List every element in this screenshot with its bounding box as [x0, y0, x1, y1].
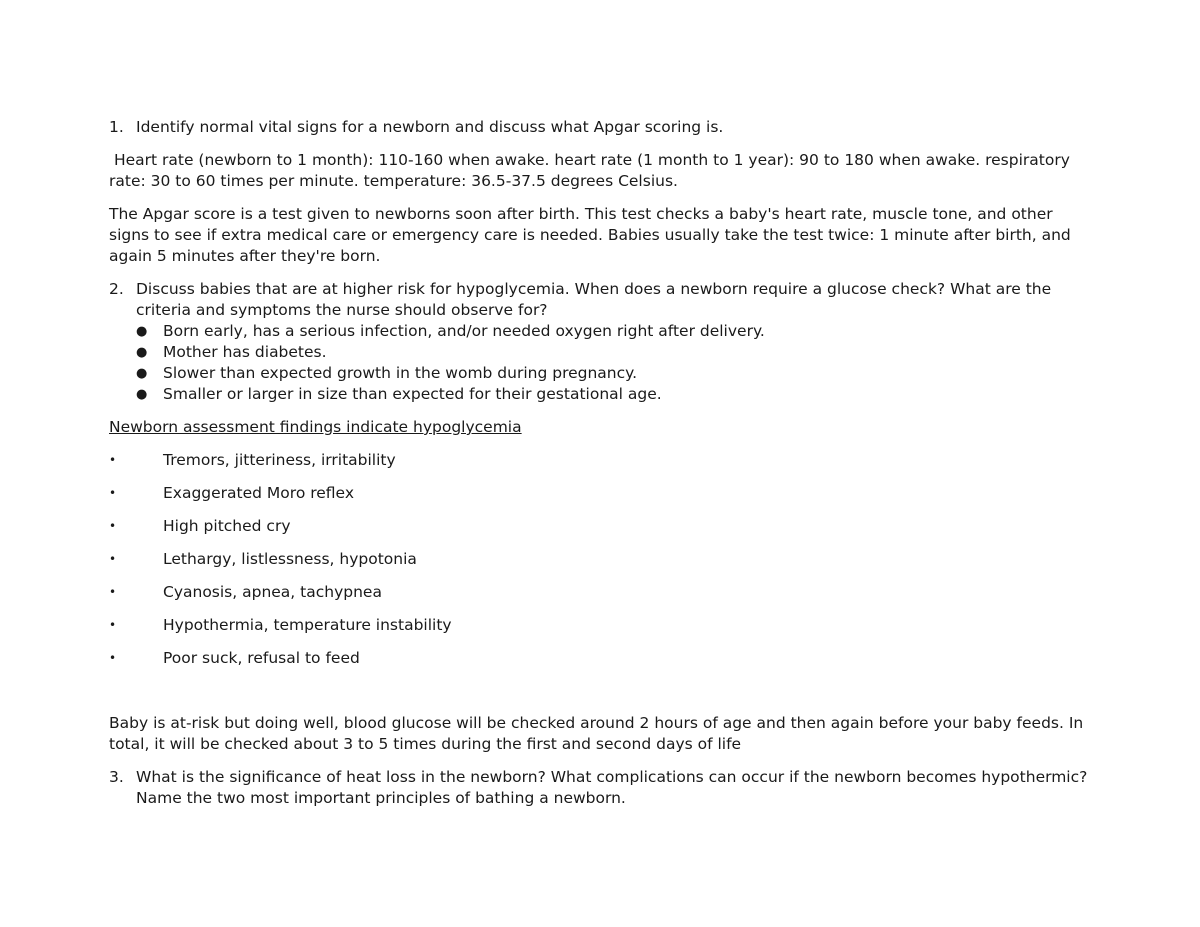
risk-factor-list: [109, 321, 1094, 405]
list-item: • Cyanosis, apnea, tachypnea: [109, 583, 382, 601]
question-3-text: What is the significance of heat loss in the newborn? What complications can occur if the newborn becomes hypothermic? Name the two most important principles of bathing a newborn.: [136, 768, 1088, 807]
bullet-icon: ●: [136, 345, 148, 360]
question-1: [109, 117, 1094, 138]
list-item: • Poor suck, refusal to feed: [109, 649, 360, 667]
document-page: [109, 117, 1094, 809]
question-3-number: 3.: [109, 768, 124, 786]
apgar-paragraph: The Apgar score is a test given to newborns soon after birth. This test checks a baby's heart rate, muscle tone, and other signs to see if extra medical care or emergency care is needed. Babies usually take the test twice: 1 minute after birth, and again 5 minutes after they're born.: [109, 205, 1071, 265]
question-2: [109, 279, 1094, 321]
question-1-text: Identify normal vital signs for a newborn and discuss what Apgar scoring is.: [136, 118, 724, 136]
bullet-icon: •: [109, 453, 117, 467]
list-item: ● Smaller or larger in size than expected for their gestational age.: [136, 385, 662, 403]
bullet-icon: •: [109, 552, 117, 566]
list-item: • Tremors, jitteriness, irritability: [109, 451, 396, 469]
bullet-icon: •: [109, 651, 117, 665]
question-3: [109, 767, 1094, 809]
question-1-number: 1.: [109, 118, 124, 136]
vitals-paragraph: Heart rate (newborn to 1 month): 110-160 when awake. heart rate (1 month to 1 year): 90 to 180 when awake. respiratory rate: 30 to 60 times per minute. temperature: 36.5-37.5 degrees Celsius.: [109, 151, 1075, 190]
question-2-number: 2.: [109, 280, 124, 298]
symptom-list: [109, 450, 1094, 669]
bullet-icon: ●: [136, 387, 148, 402]
question-2-text: Discuss babies that are at higher risk for hypoglycemia. When does a newborn require a glucose check? What are the criteria and symptoms the nurse should observe for?: [136, 280, 1052, 319]
bullet-icon: •: [109, 486, 117, 500]
list-item: • Lethargy, listlessness, hypotonia: [109, 550, 417, 568]
list-item: • High pitched cry: [109, 517, 291, 535]
list-item: • Exaggerated Moro reflex: [109, 484, 354, 502]
list-item: • Hypothermia, temperature instability: [109, 616, 452, 634]
bullet-icon: •: [109, 519, 117, 533]
bullet-icon: ●: [136, 324, 148, 339]
bullet-icon: •: [109, 585, 117, 599]
list-item: ● Slower than expected growth in the womb during pregnancy.: [136, 364, 638, 382]
list-item: ● Mother has diabetes.: [136, 343, 327, 361]
glucose-paragraph: Baby is at-risk but doing well, blood glucose will be checked around 2 hours of age and then again before your baby feeds. In total, it will be checked about 3 to 5 times during the first and second days of life: [109, 714, 1084, 753]
bullet-icon: •: [109, 618, 117, 632]
list-item: ● Born early, has a serious infection, and/or needed oxygen right after delivery.: [136, 322, 765, 340]
assessment-heading: Newborn assessment findings indicate hypoglycemia: [109, 418, 522, 436]
bullet-icon: ●: [136, 366, 148, 381]
